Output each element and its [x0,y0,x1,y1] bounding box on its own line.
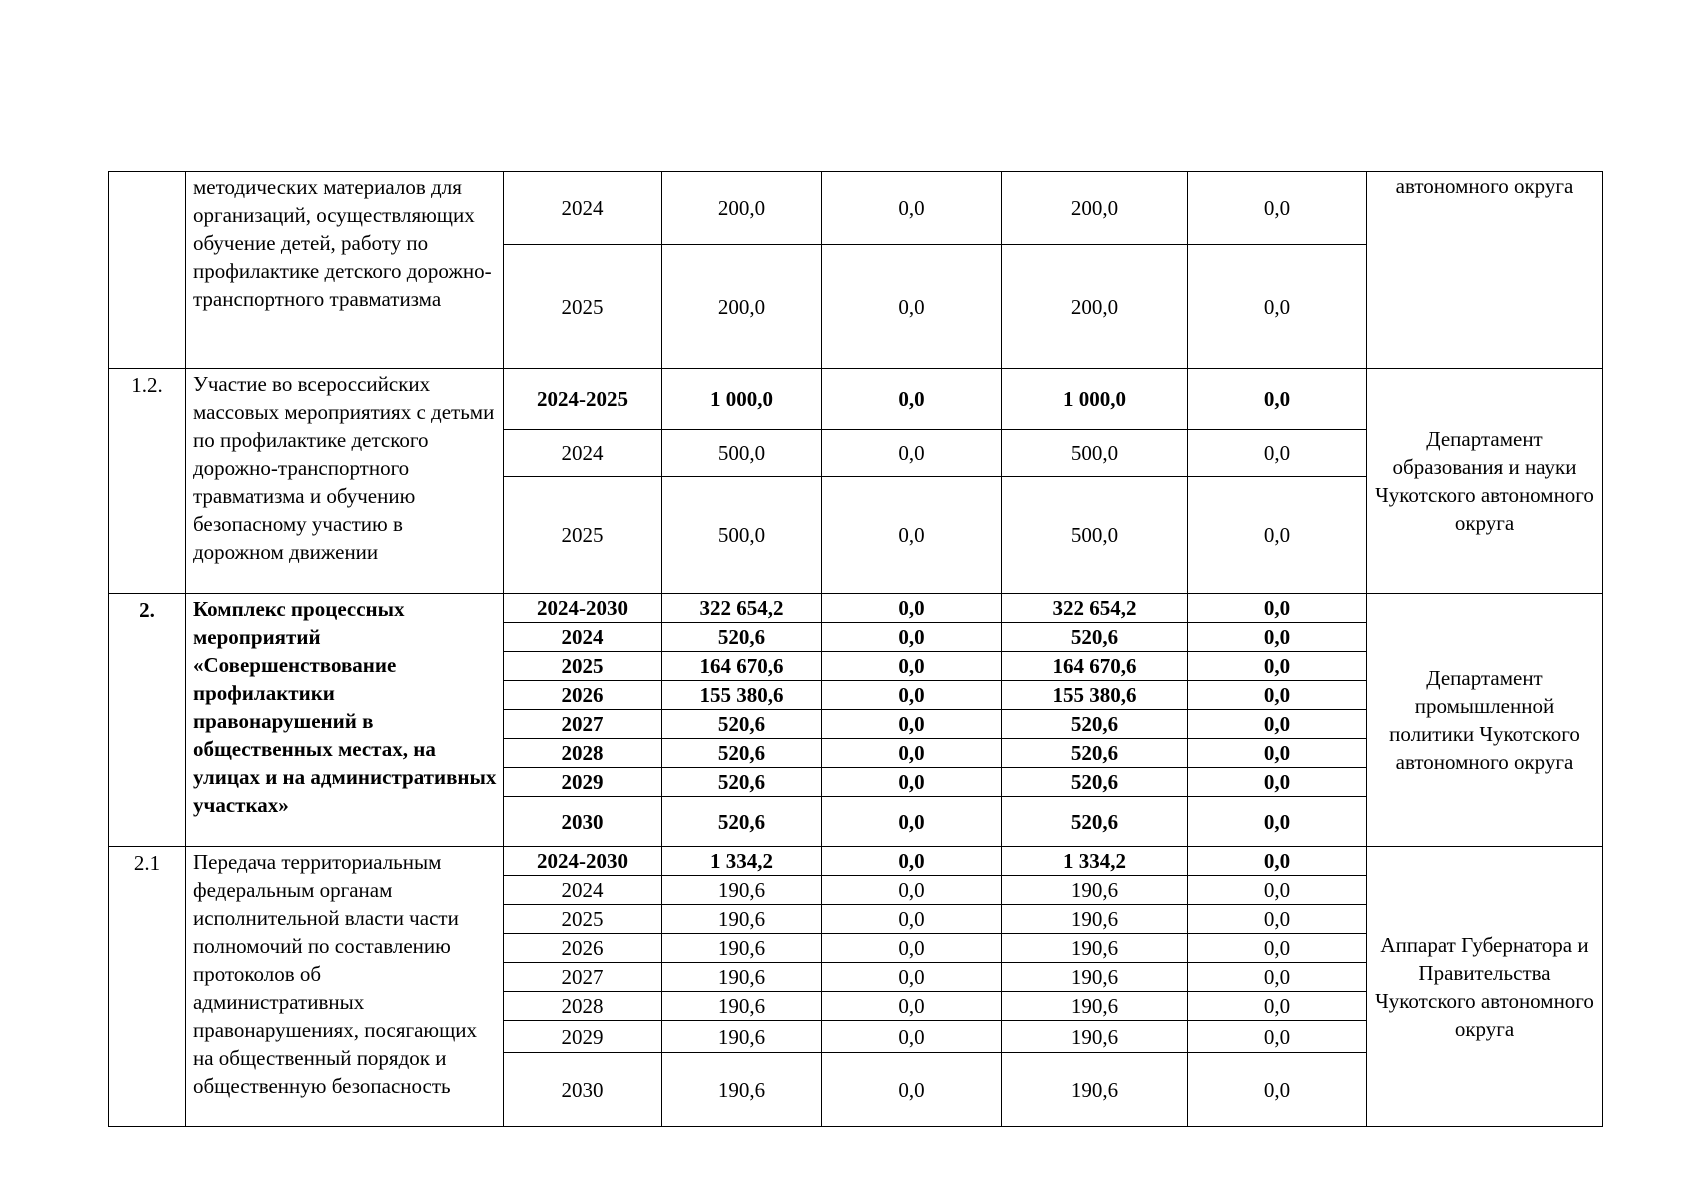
year-cell: 2025 [504,245,662,369]
federal-cell: 0,0 [822,905,1002,934]
federal-cell: 0,0 [822,768,1002,797]
regional-cell: 190,6 [1002,1021,1188,1053]
item-name: Участие во всероссийских массовых мероприятиях с детьми по профилактике детского дорожно-транспортного травматизма и обучению безопасному участию в дорожном движении [186,369,504,594]
federal-cell: 0,0 [822,430,1002,477]
executor: Аппарат Губернатора и Правительства Чукотского автономного округа [1367,847,1603,1127]
budget-table [108,171,1603,1127]
regional-cell: 155 380,6 [1002,681,1188,710]
table-row [109,172,1603,245]
year-cell: 2025 [504,477,662,594]
regional-cell: 190,6 [1002,934,1188,963]
regional-cell: 200,0 [1002,172,1188,245]
regional-cell: 190,6 [1002,992,1188,1021]
other-cell: 0,0 [1188,369,1367,430]
other-cell: 0,0 [1188,652,1367,681]
item-name: Передача территориальным федеральным органам исполнительной власти части полномочий по составлению протоколов об административных правонарушениях, посягающих на общественный порядок и общественную безопасность [186,847,504,1127]
regional-cell: 190,6 [1002,876,1188,905]
other-cell: 0,0 [1188,768,1367,797]
total-cell: 500,0 [662,430,822,477]
other-cell: 0,0 [1188,739,1367,768]
item-number: 2. [109,594,186,847]
year-cell: 2026 [504,681,662,710]
total-cell: 200,0 [662,172,822,245]
table-row [109,847,1603,876]
other-cell: 0,0 [1188,876,1367,905]
other-cell: 0,0 [1188,905,1367,934]
federal-cell: 0,0 [822,739,1002,768]
regional-cell: 190,6 [1002,905,1188,934]
total-cell: 520,6 [662,739,822,768]
year-cell: 2024 [504,430,662,477]
federal-cell: 0,0 [822,245,1002,369]
year-cell: 2026 [504,934,662,963]
year-cell: 2028 [504,992,662,1021]
federal-cell: 0,0 [822,710,1002,739]
total-cell: 190,6 [662,963,822,992]
total-cell: 1 000,0 [662,369,822,430]
federal-cell: 0,0 [822,963,1002,992]
other-cell: 0,0 [1188,681,1367,710]
regional-cell: 1 000,0 [1002,369,1188,430]
total-cell: 322 654,2 [662,594,822,623]
other-cell: 0,0 [1188,797,1367,847]
executor: автономного округа [1367,172,1603,369]
federal-cell: 0,0 [822,681,1002,710]
federal-cell: 0,0 [822,1021,1002,1053]
federal-cell: 0,0 [822,797,1002,847]
year-cell: 2027 [504,963,662,992]
other-cell: 0,0 [1188,245,1367,369]
regional-cell: 520,6 [1002,797,1188,847]
regional-cell: 164 670,6 [1002,652,1188,681]
item-name: Комплекс процессных мероприятий «Совершенствование профилактики правонарушений в общественных местах, на улицах и на административных участках» [186,594,504,847]
year-cell: 2024-2030 [504,594,662,623]
total-cell: 190,6 [662,992,822,1021]
total-cell: 1 334,2 [662,847,822,876]
total-cell: 190,6 [662,905,822,934]
table-row [109,369,1603,430]
federal-cell: 0,0 [822,594,1002,623]
other-cell: 0,0 [1188,710,1367,739]
executor: Департамент образования и науки Чукотского автономного округа [1367,369,1603,594]
year-cell: 2027 [504,710,662,739]
federal-cell: 0,0 [822,934,1002,963]
federal-cell: 0,0 [822,652,1002,681]
other-cell: 0,0 [1188,934,1367,963]
other-cell: 0,0 [1188,1053,1367,1127]
year-cell: 2030 [504,1053,662,1127]
other-cell: 0,0 [1188,963,1367,992]
other-cell: 0,0 [1188,594,1367,623]
year-cell: 2028 [504,739,662,768]
federal-cell: 0,0 [822,623,1002,652]
federal-cell: 0,0 [822,172,1002,245]
total-cell: 520,6 [662,797,822,847]
federal-cell: 0,0 [822,477,1002,594]
executor: Департамент промышленной политики Чукотского автономного округа [1367,594,1603,847]
total-cell: 190,6 [662,1053,822,1127]
other-cell: 0,0 [1188,992,1367,1021]
year-cell: 2024 [504,876,662,905]
total-cell: 164 670,6 [662,652,822,681]
year-cell: 2024 [504,172,662,245]
regional-cell: 520,6 [1002,768,1188,797]
year-cell: 2024 [504,623,662,652]
total-cell: 200,0 [662,245,822,369]
total-cell: 190,6 [662,876,822,905]
total-cell: 190,6 [662,934,822,963]
item-number: 2.1 [109,847,186,1127]
year-cell: 2024-2025 [504,369,662,430]
federal-cell: 0,0 [822,369,1002,430]
regional-cell: 200,0 [1002,245,1188,369]
federal-cell: 0,0 [822,876,1002,905]
year-cell: 2029 [504,1021,662,1053]
regional-cell: 190,6 [1002,1053,1188,1127]
regional-cell: 500,0 [1002,477,1188,594]
year-cell: 2029 [504,768,662,797]
total-cell: 520,6 [662,710,822,739]
year-cell: 2030 [504,797,662,847]
regional-cell: 520,6 [1002,710,1188,739]
total-cell: 520,6 [662,768,822,797]
total-cell: 520,6 [662,623,822,652]
federal-cell: 0,0 [822,992,1002,1021]
federal-cell: 0,0 [822,1053,1002,1127]
regional-cell: 520,6 [1002,623,1188,652]
total-cell: 155 380,6 [662,681,822,710]
year-cell: 2025 [504,652,662,681]
other-cell: 0,0 [1188,172,1367,245]
regional-cell: 500,0 [1002,430,1188,477]
year-cell: 2025 [504,905,662,934]
federal-cell: 0,0 [822,847,1002,876]
other-cell: 0,0 [1188,430,1367,477]
regional-cell: 190,6 [1002,963,1188,992]
table-row [109,594,1603,623]
regional-cell: 322 654,2 [1002,594,1188,623]
item-number: 1.2. [109,369,186,594]
item-name: методических материалов для организаций, осуществляющих обучение детей, работу по профилактике детского дорожно-транспортного травматизма [186,172,504,369]
regional-cell: 1 334,2 [1002,847,1188,876]
other-cell: 0,0 [1188,847,1367,876]
regional-cell: 520,6 [1002,739,1188,768]
other-cell: 0,0 [1188,623,1367,652]
total-cell: 500,0 [662,477,822,594]
other-cell: 0,0 [1188,477,1367,594]
other-cell: 0,0 [1188,1021,1367,1053]
total-cell: 190,6 [662,1021,822,1053]
year-cell: 2024-2030 [504,847,662,876]
item-number [109,172,186,369]
